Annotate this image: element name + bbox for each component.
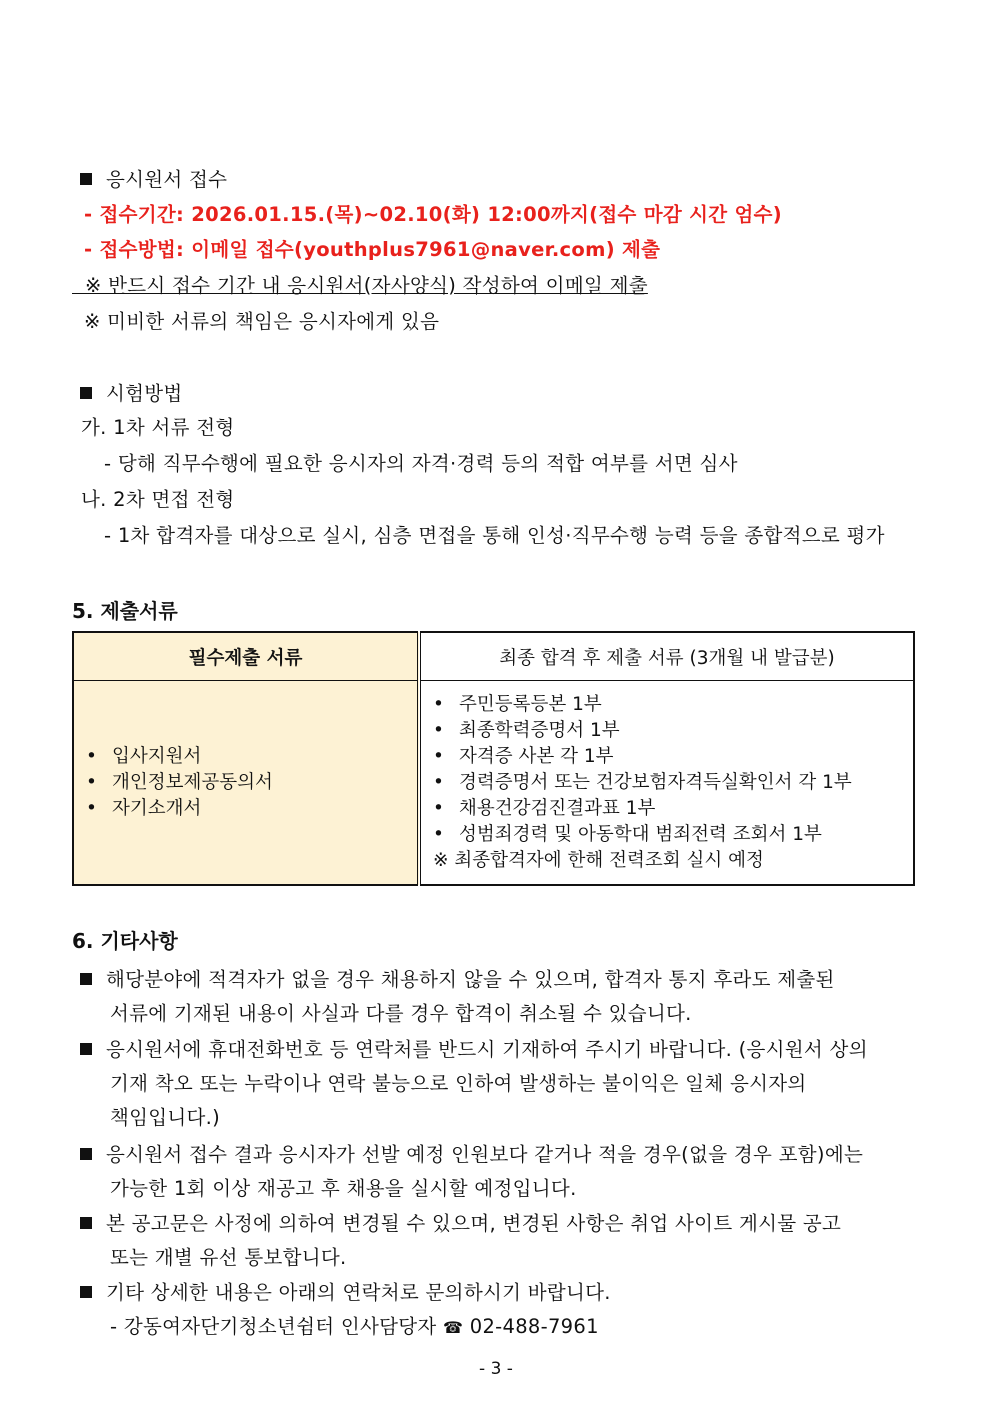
documents-table — [72, 631, 915, 886]
exam-step2-desc: - 1차 합격자를 대상으로 실시, 심층 면접을 통해 인성·직무수행 능력 등을 종합적으로 평가 — [104, 524, 885, 547]
square-bullet-icon — [80, 1286, 92, 1298]
receipt-note-responsibility: ※ 미비한 서류의 책임은 응시자에게 있음 — [84, 310, 440, 333]
misc-item-2-line2: 기재 착오 또는 누락이나 연락 불능으로 인하여 발생하는 불이익은 일체 응시자의 — [110, 1072, 807, 1095]
misc-item-4: 본 공고문은 사정에 의하여 변경될 수 있으며, 변경된 사항은 취업 사이트 게시물 공고 — [80, 1208, 841, 1236]
final-docs-list — [421, 692, 913, 848]
misc-item-5: 기타 상세한 내용은 아래의 연락처로 문의하시기 바랍니다. — [80, 1277, 611, 1305]
exam-step1-title: 가. 1차 서류 전형 — [81, 416, 235, 439]
receipt-method: - 접수방법: 이메일 접수(youthplus7961@naver.com) 제출 — [84, 238, 661, 261]
header-required: 필수제출 서류 — [73, 632, 419, 681]
misc-item-2: 응시원서에 휴대전화번호 등 연락처를 반드시 기재하여 주시기 바랍니다. (응시원서 상의 — [80, 1034, 868, 1062]
receipt-note-email: ※ 반드시 접수 기간 내 응시원서(자사양식) 작성하여 이메일 제출 — [85, 274, 648, 297]
misc-item-1: 해당분야에 적격자가 없을 경우 채용하지 않을 수 있으며, 합격자 통지 후라도 제출된 — [80, 964, 835, 992]
misc-item-3-line2: 가능한 1회 이상 재공고 후 채용을 실시할 예정입니다. — [110, 1177, 577, 1200]
phone-icon: ☎ — [443, 1318, 464, 1337]
exam-step1-desc: - 당해 직무수행에 필요한 응시자의 자격·경력 등의 적합 여부를 서면 심사 — [104, 452, 738, 475]
page-number: - 3 - — [479, 1359, 513, 1379]
square-bullet-icon — [80, 173, 92, 185]
misc-item-3: 응시원서 접수 결과 응시자가 선발 예정 인원보다 같거나 적을 경우(없을 경우 포함)에는 — [80, 1139, 863, 1167]
square-bullet-icon — [80, 1148, 92, 1160]
misc-item-1-line2: 서류에 기재된 내용이 사실과 다를 경우 합격이 취소될 수 있습니다. — [110, 1002, 692, 1025]
exam-heading: 시험방법 — [80, 378, 183, 406]
square-bullet-icon — [80, 973, 92, 985]
misc-item-4-line2: 또는 개별 유선 통보합니다. — [110, 1246, 347, 1269]
final-docs-note: ※ 최종합격자에 한해 전력조회 실시 예정 — [433, 849, 764, 871]
list-item: • 성범죄경력 및 아동학대 범죄전력 조회서 1부 — [433, 822, 913, 848]
table-row — [73, 681, 914, 886]
required-docs-cell — [73, 681, 419, 886]
contact-line: - 강동여자단기청소년쉼터 인사담당자 ☎ 02-488-7961 — [110, 1315, 599, 1338]
list-item: • 개인정보제공동의서 — [86, 770, 417, 796]
required-docs-list — [74, 744, 417, 822]
misc-heading: 6. 기타사항 — [72, 929, 178, 953]
list-item: • 자기소개서 — [86, 796, 417, 822]
list-item: • 입사지원서 — [86, 744, 417, 770]
documents-heading: 5. 제출서류 — [72, 599, 178, 623]
receipt-period: - 접수기간: 2026.01.15.(목)~02.10(화) 12:00까지(접수 마감 시간 엄수) — [84, 203, 782, 226]
phone-number: 02-488-7961 — [469, 1315, 599, 1338]
list-item: • 최종학력증명서 1부 — [433, 718, 913, 744]
final-docs-cell — [419, 681, 914, 886]
list-item: • 자격증 사본 각 1부 — [433, 744, 913, 770]
exam-step2-title: 나. 2차 면접 전형 — [81, 488, 235, 511]
header-final: 최종 합격 후 제출 서류 (3개월 내 발급분) — [419, 632, 914, 681]
square-bullet-icon — [80, 1217, 92, 1229]
misc-item-2-line3: 책임입니다.) — [110, 1106, 221, 1129]
table-header-row — [73, 632, 914, 681]
list-item: • 경력증명서 또는 건강보험자격득실확인서 각 1부 — [433, 770, 913, 796]
square-bullet-icon — [80, 387, 92, 399]
square-bullet-icon — [80, 1043, 92, 1055]
list-item: • 주민등록등본 1부 — [433, 692, 913, 718]
receipt-heading: 응시원서 접수 — [80, 164, 227, 192]
list-item: • 채용건강검진결과표 1부 — [433, 796, 913, 822]
